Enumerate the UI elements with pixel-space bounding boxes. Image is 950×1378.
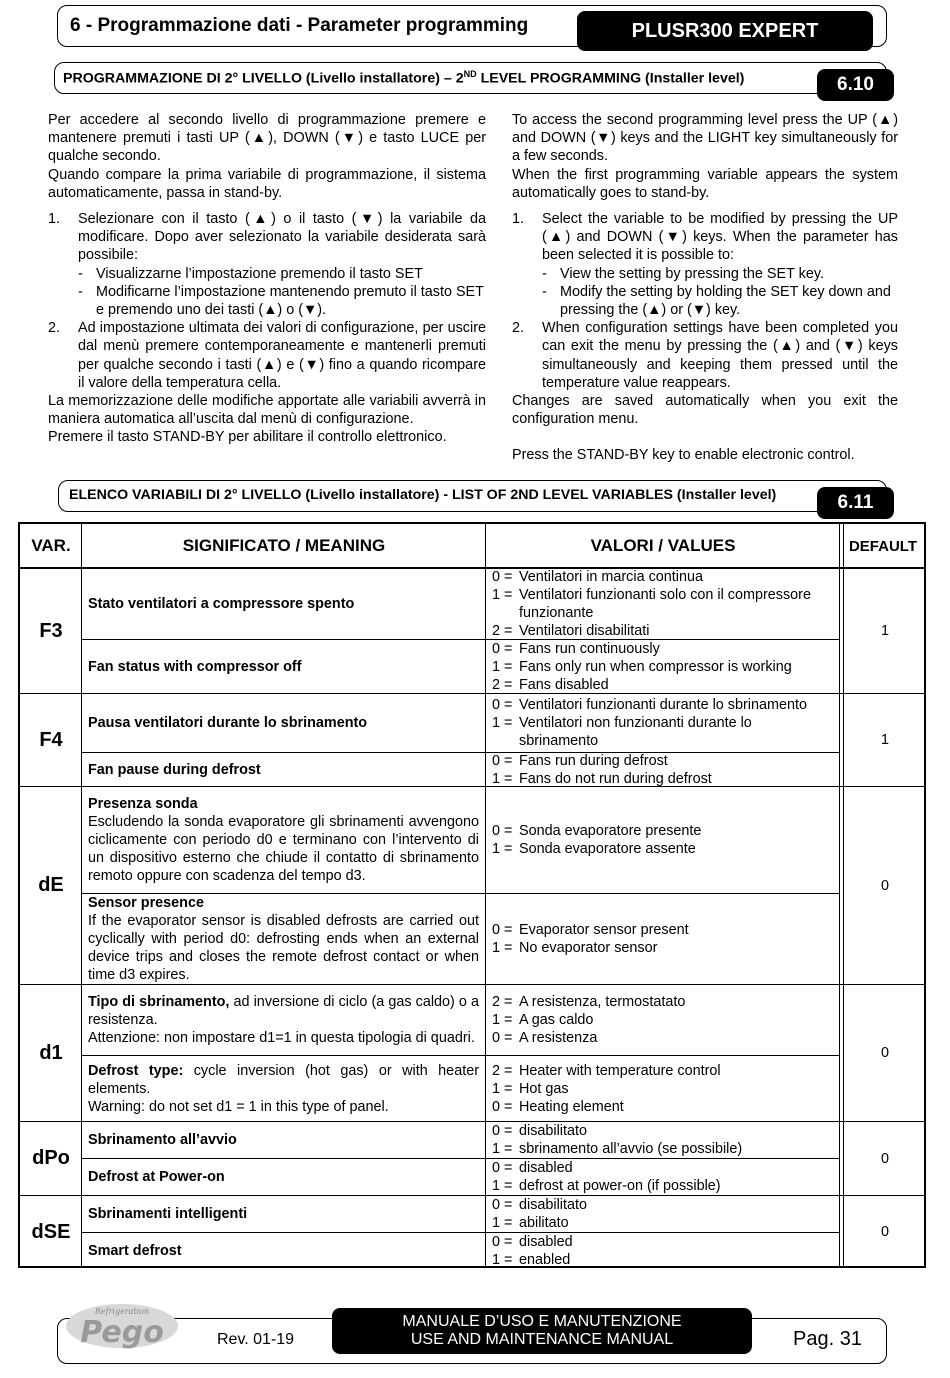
it-paragraph-2: Quando compare la prima variabile di programmazione, il sistema automaticamente, passa in stand-by. xyxy=(48,166,486,201)
variables-table xyxy=(18,522,926,1268)
en-paragraph-4: Press the STAND-BY key to enable electronic control. xyxy=(512,447,855,464)
en-paragraph-2: When the first programming variable appears the system automatically goes to stand-by. xyxy=(512,166,898,201)
value-option: 1 = Sonda evaporatore assente xyxy=(492,841,696,857)
meaning-it-d1: Tipo di sbrinamento, ad inversione di ciclo (a gas caldo) o a resistenza. Attenzione: non impostare d1=1 in questa tipologia di quadri. xyxy=(88,994,479,1046)
it-substep-1: - Visualizzarne l’impostazione premendo il tasto SET xyxy=(78,265,423,282)
value-option: 0 = Sonda evaporatore presente xyxy=(492,823,702,839)
it-step-2: 2. Ad impostazione ultimata dei valori di configurazione, per uscire dal menù premere contemporaneamente e mantenerli premuti per qualche secondo i tasti (▲) e (▼) fino a quando ricompare il valore della temperatura cella. xyxy=(48,320,486,391)
value-option: 1 = defrost at power-on (if possible) xyxy=(492,1178,721,1194)
var-code-dE: dE xyxy=(38,874,64,896)
values-it-dE xyxy=(486,787,839,893)
meaning-en-d1: Defrost type: cycle inversion (hot gas) or with heater elements. Warning: do not set d1 = 1 in this type of panel. xyxy=(88,1062,479,1115)
italian-instructions xyxy=(48,111,486,447)
value-option: 0 = disabilitato xyxy=(492,1123,587,1139)
value-option: 0 = disabled xyxy=(492,1233,573,1250)
value-option: 2 = Heater with temperature control xyxy=(492,1062,721,1079)
meaning-it-dE: Presenza sonda Escludendo la sonda evaporatore gli sbrinamenti avvengono ciclicamente con periodo d0 e terminano con l’intervento di un dispositivo esterno che chiude il contatto di sbrinamento remoto oppure con scadenza del tempo d3. xyxy=(88,796,479,884)
manual-title-badge xyxy=(332,1308,752,1354)
col-header-var: VAR. xyxy=(31,536,71,555)
value-option: 2 = Fans disabled xyxy=(492,676,609,693)
value-option: 1 = abilitato xyxy=(492,1215,569,1231)
value-option: 0 = Heating element xyxy=(492,1098,624,1115)
meaning-en-F3: Fan status with compressor off xyxy=(88,658,302,675)
en-paragraph-3: Changes are saved automatically when you exit the configuration menu. xyxy=(512,393,898,428)
value-option: 0 = disabilitato xyxy=(492,1197,587,1213)
revision-label: Rev. 01-19 xyxy=(217,1331,295,1348)
var-code-d1: d1 xyxy=(39,1041,63,1064)
value-option: 0 = Evaporator sensor present xyxy=(492,922,689,938)
model-badge: PLUSR300 EXPERT xyxy=(577,11,873,51)
col-header-meaning: SIGNIFICATO / MEANING xyxy=(182,536,386,555)
meaning-en-F4: Fan pause during defrost xyxy=(88,761,261,778)
section-6-10-title: PROGRAMMAZIONE DI 2° LIVELLO (Livello installatore) – 2ND LEVEL PROGRAMMING (Installer level) xyxy=(63,69,745,87)
english-instructions xyxy=(512,111,898,465)
value-option: 1 = A gas caldo xyxy=(492,1012,594,1028)
page-number: Pag. 31 xyxy=(793,1328,862,1350)
chapter-title: 6 - Programmazione dati - Parameter programming xyxy=(70,15,529,36)
meaning-it-F3: Stato ventilatori a compressore spento xyxy=(88,596,355,612)
values-en-F3 xyxy=(486,640,839,693)
default-d1: 0 xyxy=(880,1045,889,1061)
value-option: 0 = Fans run during defrost xyxy=(492,752,668,769)
meaning-it-dSE: Sbrinamenti intelligenti xyxy=(88,1206,248,1222)
value-option: 1 = sbrinamento all’avvio (se possibile) xyxy=(492,1141,743,1157)
var-code-dPo: dPo xyxy=(32,1147,70,1169)
values-en-d1 xyxy=(486,1056,839,1121)
values-en-dE xyxy=(486,894,839,984)
default-F4: 1 xyxy=(880,732,889,748)
logo-wordmark: Pego xyxy=(80,1315,164,1350)
values-it-F4 xyxy=(486,694,839,752)
value-option: 0 = Fans run continuously xyxy=(492,640,660,657)
it-paragraph-3: La memorizzazione delle modifiche apportate alle variabili avverrà in maniera automatica all’uscita dal menù di configurazione. xyxy=(48,393,486,428)
value-option: 0 = Ventilatori in marcia continua xyxy=(492,569,703,585)
col-header-default: DEFAULT xyxy=(848,537,918,555)
default-dPo: 0 xyxy=(880,1150,889,1167)
values-en-dPo xyxy=(486,1159,839,1195)
values-en-dSE xyxy=(486,1233,839,1268)
default-dE: 0 xyxy=(880,877,889,894)
it-step-1: 1. Selezionare con il tasto (▲) o il tasto (▼) la variabile da modificare. Dopo aver selezionato la variabile desiderata sarà possibile: xyxy=(48,211,486,264)
value-option: 1 = enabled xyxy=(492,1251,571,1268)
en-paragraph-1: To access the second programming level press the UP (▲) and DOWN (▼) keys and the LIGHT key simultaneously for a few seconds. xyxy=(512,112,898,165)
meaning-it-F4: Pausa ventilatori durante lo sbrinamento xyxy=(88,715,368,731)
en-step-2: 2. When configuration settings have been completed you can exit the menu by pressing the (▲) and (▼) keys simultaneously and keeping them pressed until the temperature value reappears. xyxy=(512,320,898,391)
manual-title-it: MANUALE D’USO E MANUTENZIONE xyxy=(402,1313,682,1330)
var-code-F4: F4 xyxy=(39,728,63,751)
value-option: 1 = Hot gas xyxy=(492,1080,569,1097)
default-dSE: 0 xyxy=(880,1224,889,1240)
values-it-d1 xyxy=(486,985,839,1055)
value-option: 1 = No evaporator sensor xyxy=(492,940,658,956)
value-option: 1 = Fans only run when compressor is working xyxy=(492,658,792,675)
en-step-1: 1. Select the variable to be modified by pressing the UP (▲) and DOWN (▼) keys. When the parameter has been selected it is possible to: xyxy=(512,211,898,264)
var-code-F3: F3 xyxy=(39,619,63,642)
value-option: 2 = A resistenza, termostatato xyxy=(492,994,686,1010)
meaning-en-dSE: Smart defrost xyxy=(88,1242,182,1259)
en-substep-2: - Modify the setting by holding the SET key down and pressing the (▲) or (▼) key. xyxy=(542,283,891,319)
manual-title-en: USE AND MAINTENANCE MANUAL xyxy=(410,1331,674,1348)
value-option: 1 = Ventilatori non funzionanti durante lo sbrinamento xyxy=(492,715,752,749)
section-6-11-title: ELENCO VARIABILI DI 2° LIVELLO (Livello installatore) - LIST OF 2ND LEVEL VARIABLES (Installer level) xyxy=(69,487,777,503)
default-F3: 1 xyxy=(880,623,889,639)
section-6-10-number: 6.10 xyxy=(817,69,894,101)
value-option: 0 = A resistenza xyxy=(492,1030,598,1046)
meaning-en-dPo: Defrost at Power-on xyxy=(88,1169,225,1185)
it-substep-2: - Modificarne l’impostazione mantenendo premuto il tasto SET e premendo uno dei tasti (▲) o (▼). xyxy=(78,283,484,319)
value-option: 1 = Ventilatori funzionanti solo con il compressore funzionante xyxy=(492,587,811,621)
values-en-F4 xyxy=(486,753,839,786)
it-paragraph-1: Per accedere al secondo livello di programmazione premere e mantenere premuti i tasti UP (▲), DOWN (▼) e tasto LUCE per qualche secondo. xyxy=(48,112,486,165)
meaning-it-dPo: Sbrinamento all’avvio xyxy=(88,1132,237,1148)
values-it-dPo xyxy=(486,1122,839,1158)
values-it-dSE xyxy=(486,1196,839,1232)
value-option: 0 = Ventilatori funzionanti durante lo sbrinamento xyxy=(492,697,807,713)
pego-logo xyxy=(62,1298,182,1356)
value-option: 1 = Fans do not run during defrost xyxy=(492,770,712,787)
value-option: 0 = disabled xyxy=(492,1160,573,1176)
it-paragraph-4: Premere il tasto STAND-BY per abilitare il controllo elettronico. xyxy=(48,429,447,446)
meaning-en-dE: Sensor presence If the evaporator sensor is disabled defrosts are carried out cyclically with period d0: defrosting ends when an external device trips and closes the remote defrost contact or when time d3 expires. xyxy=(88,895,479,983)
en-substep-1: - View the setting by pressing the SET key. xyxy=(542,265,824,282)
logo-subtitle: Refrigeration xyxy=(94,1307,150,1316)
values-it-F3 xyxy=(486,569,839,639)
value-option: 2 = Ventilatori disabilitati xyxy=(492,623,650,639)
var-code-dSE: dSE xyxy=(31,1220,71,1243)
section-6-11-number: 6.11 xyxy=(817,487,894,519)
col-header-values: VALORI / VALUES xyxy=(590,536,736,555)
